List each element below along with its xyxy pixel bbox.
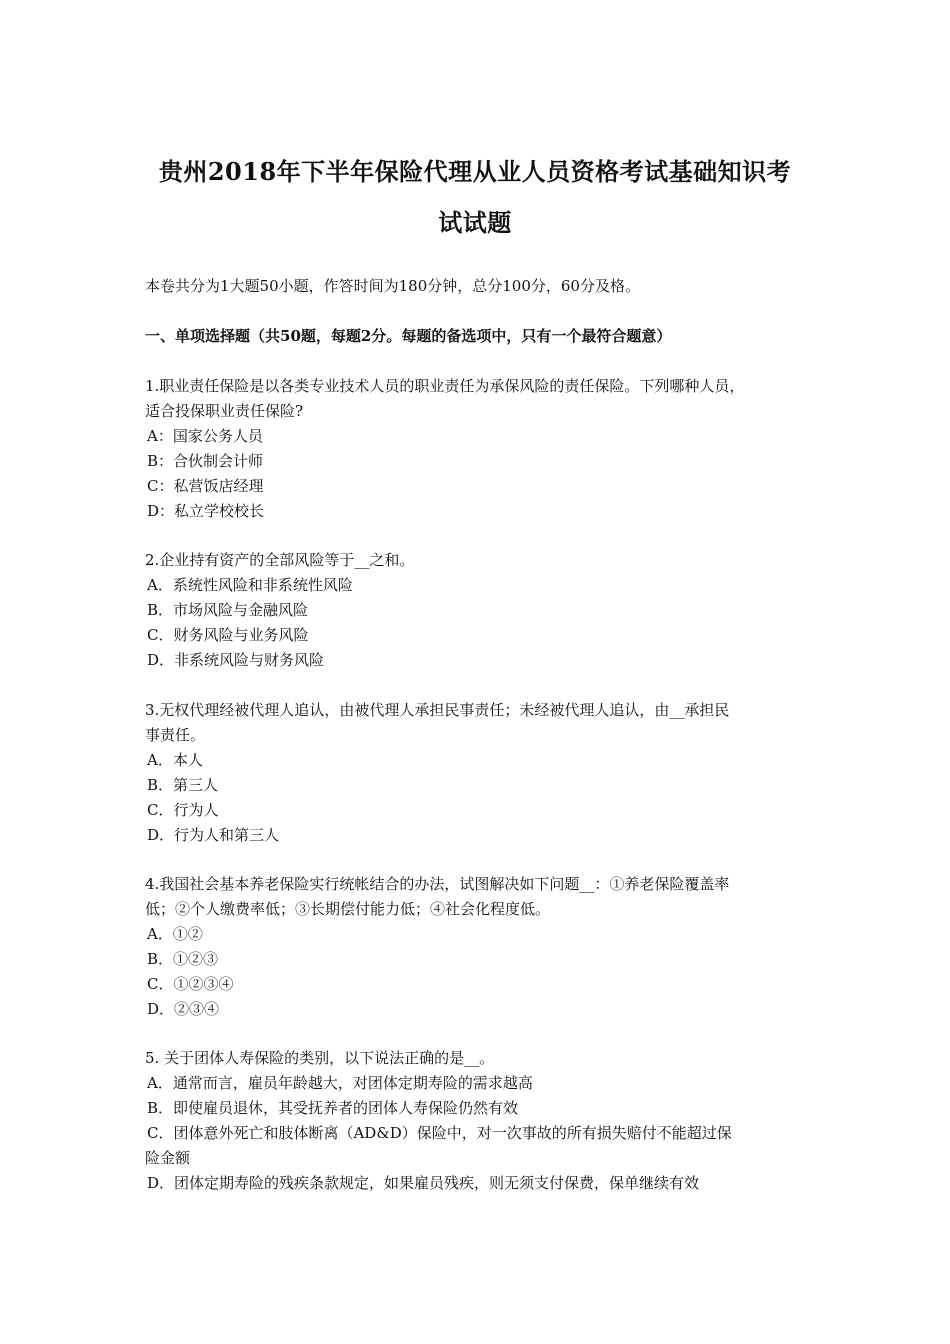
question-3-stem-line-2: 事责任。 xyxy=(145,726,206,744)
question-1-stem-line-2: 适合投保职业责任保险? xyxy=(145,402,304,420)
section-header: 一、单项选择题（共50题，每题2分。每题的备选项中，只有一个最符合题意） xyxy=(145,327,672,345)
question-3-option-c: C．行为人 xyxy=(147,801,219,819)
question-3-option-a: A．本人 xyxy=(147,751,203,769)
question-2-option-c: C．财务风险与业务风险 xyxy=(147,626,309,644)
question-2-option-d: D．非系统风险与财务风险 xyxy=(147,651,325,669)
question-1-option-a: A：国家公务人员 xyxy=(147,427,263,445)
document-title-line-1: 贵州2018年下半年保险代理从业人员资格考试基础知识考 xyxy=(158,157,792,186)
question-4-option-d: D．②③④ xyxy=(147,1000,220,1018)
question-5-option-c: C．团体意外死亡和肢体断离（AD&D）保险中，对一次事故的所有损失赔付不能超过保 xyxy=(147,1124,732,1142)
question-5-option-d: D．团体定期寿险的残疾条款规定，如果雇员残疾，则无须支付保费，保单继续有效 xyxy=(147,1174,700,1192)
exam-intro: 本卷共分为1大题50小题，作答时间为180分钟，总分100分，60分及格。 xyxy=(145,277,640,295)
question-1-option-b: B：合伙制会计师 xyxy=(147,452,264,470)
question-4-stem-line-2: 低；②个人缴费率低；③长期偿付能力低；④社会化程度低。 xyxy=(145,900,551,918)
question-3-option-b: B．第三人 xyxy=(147,776,219,794)
question-5-stem-line-1: 5. 关于团体人寿保险的类别，以下说法正确的是__。 xyxy=(145,1049,495,1067)
question-5-option-b: B．即使雇员退休，其受抚养者的团体人寿保险仍然有效 xyxy=(147,1099,519,1117)
question-4-option-b: B．①②③ xyxy=(147,950,219,968)
question-1-option-c: C：私营饭店经理 xyxy=(147,477,264,495)
question-4-stem-line-1: 4.我国社会基本养老保险实行统帐结合的办法，试图解决如下问题__：①养老保险覆盖率 xyxy=(145,875,730,893)
question-2-option-a: A．系统性风险和非系统性风险 xyxy=(147,576,353,594)
question-4-option-a: A．①② xyxy=(147,925,203,943)
question-4-option-c: C．①②③④ xyxy=(147,975,234,993)
question-5-option-c-continued: 险金额 xyxy=(145,1149,191,1167)
document-title-line-2: 试试题 xyxy=(438,208,512,237)
question-1-option-d: D：私立学校校长 xyxy=(147,502,265,520)
question-5-option-a: A．通常而言，雇员年龄越大，对团体定期寿险的需求越高 xyxy=(147,1074,533,1092)
question-2-option-b: B．市场风险与金融风险 xyxy=(147,601,309,619)
question-2-stem-line-1: 2.企业持有资产的全部风险等于__之和。 xyxy=(145,551,415,569)
question-1-stem-line-1: 1.职业责任保险是以各类专业技术人员的职业责任为承保风险的责任保险。下列哪种人员， xyxy=(145,377,745,395)
question-3-option-d: D．行为人和第三人 xyxy=(147,826,280,844)
question-3-stem-line-1: 3.无权代理经被代理人追认，由被代理人承担民事责任；未经被代理人追认，由__承担民 xyxy=(145,701,730,719)
